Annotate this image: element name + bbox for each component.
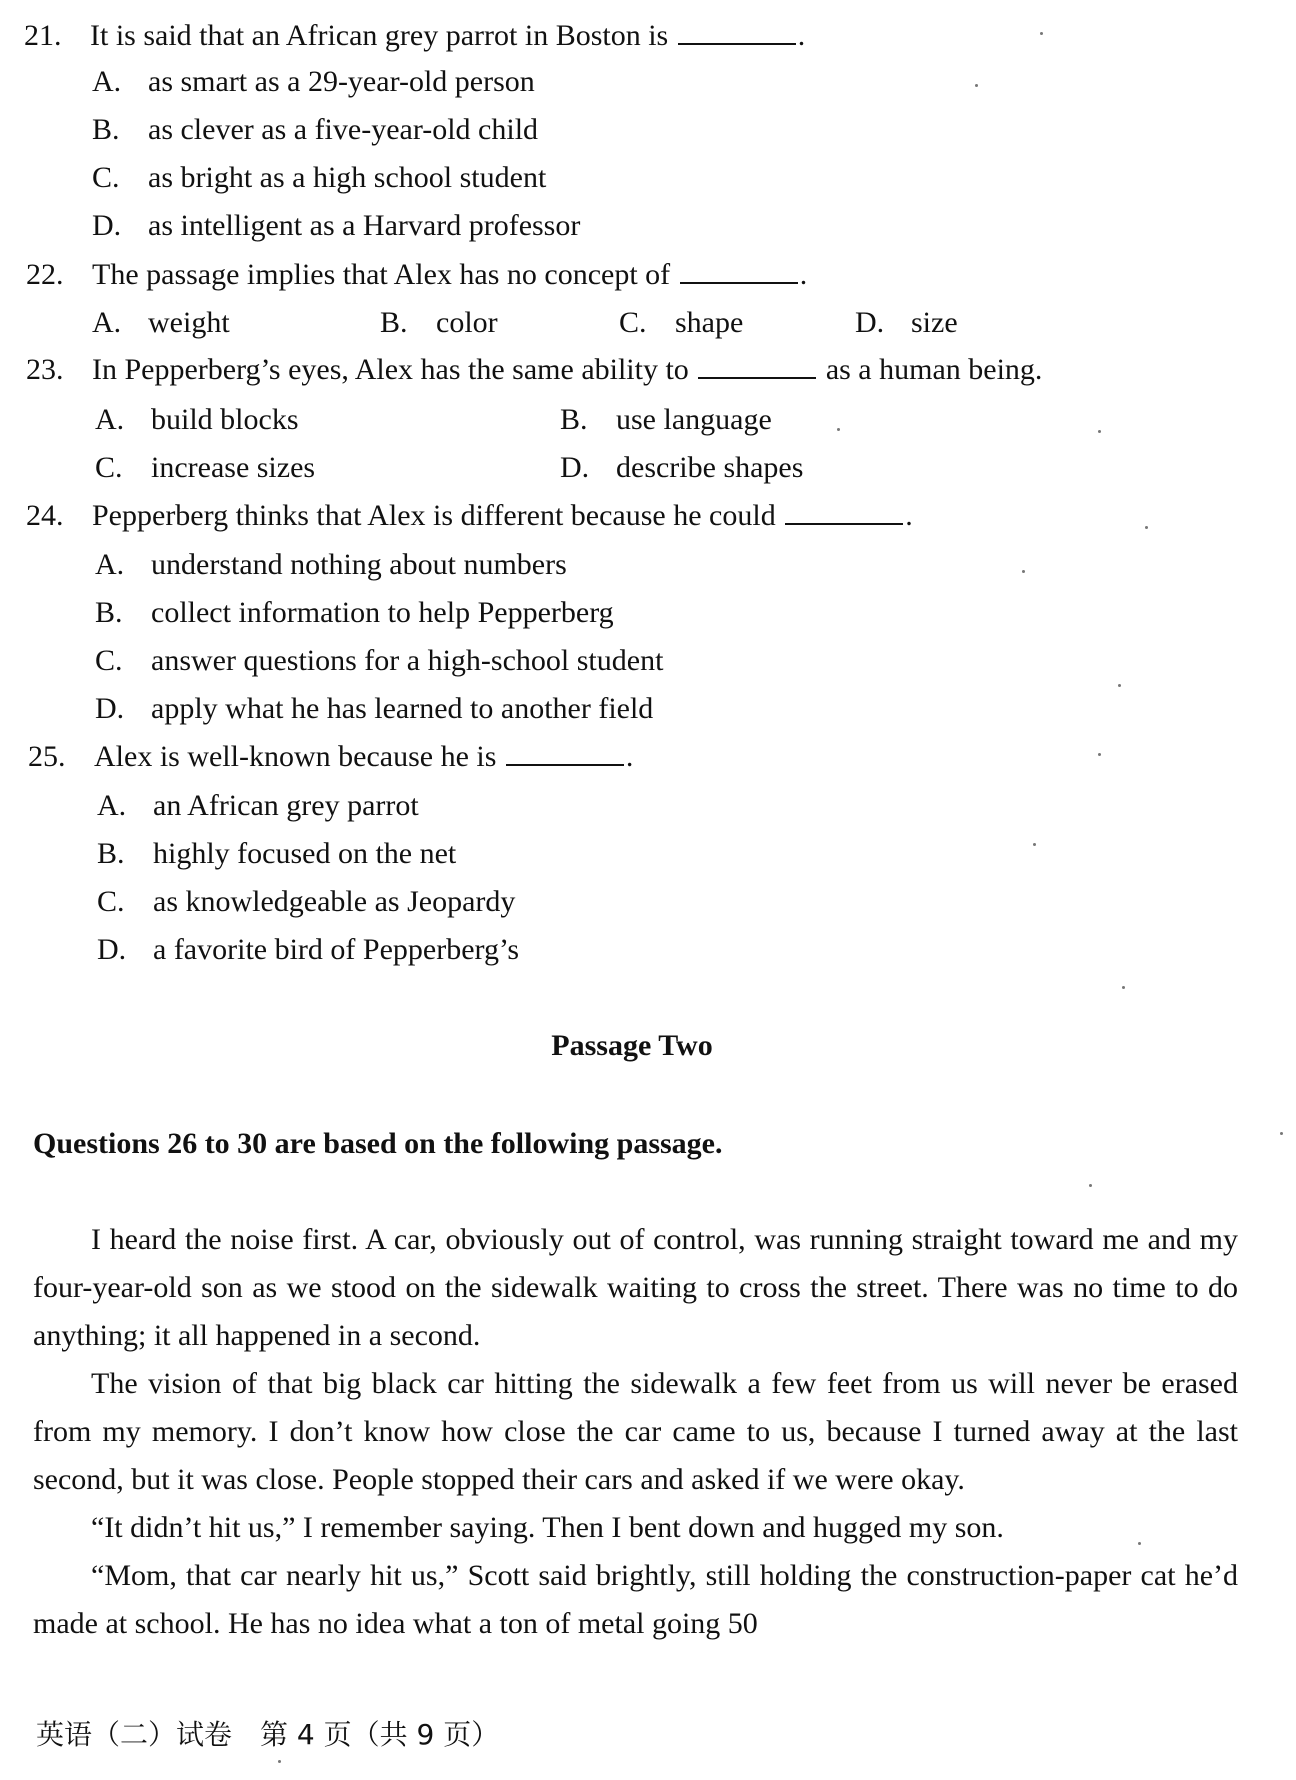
option-text: color [436, 306, 498, 339]
q24-option-b [95, 595, 614, 631]
scan-speck [1089, 1184, 1092, 1187]
answer-blank [785, 499, 903, 525]
question-number: 23. [26, 353, 64, 386]
question-21-stem [24, 18, 805, 54]
question-number: 22. [26, 258, 64, 291]
passage-instruction: Questions 26 to 30 are based on the following passage. [33, 1127, 723, 1160]
option-letter: A. [95, 403, 125, 436]
question-text: Pepperberg thinks that Alex is different because he could [92, 499, 776, 532]
option-text: size [911, 306, 958, 339]
paragraph-2: The vision of that big black car hitting the sidewalk a few feet from us will never be erased from my memory. I don’t know how close the car came to us, because I turned away at the last second, but it was close. People stopped their cars and asked if we were okay. [33, 1367, 1238, 1496]
question-25-stem [28, 739, 633, 775]
q24-option-d [95, 691, 653, 727]
option-letter: C. [97, 885, 125, 918]
option-text: an African grey parrot [153, 789, 419, 822]
passage-title: Passage Two [551, 1029, 713, 1062]
question-number: 21. [24, 19, 62, 52]
option-letter: A. [97, 789, 127, 822]
q23-option-c [95, 450, 315, 486]
option-text: collect information to help Pepperberg [151, 596, 614, 629]
scan-speck [975, 84, 978, 87]
option-letter: D. [95, 692, 125, 725]
q22-option-a [92, 305, 230, 341]
option-letter: D. [97, 933, 127, 966]
option-letter: A. [92, 306, 122, 339]
q25-option-a [97, 788, 419, 824]
option-letter: B. [97, 837, 125, 870]
option-text: weight [148, 306, 230, 339]
q21-option-a [92, 64, 535, 100]
scan-speck [1280, 1132, 1283, 1135]
q23-option-b [560, 402, 772, 438]
scan-speck [1145, 526, 1148, 529]
option-text: use language [616, 403, 772, 436]
option-letter: B. [380, 306, 408, 339]
answer-blank [680, 258, 798, 284]
scan-speck [1033, 843, 1036, 846]
question-22-stem [26, 257, 807, 293]
option-text: a favorite bird of Pepperberg’s [153, 933, 519, 966]
option-text: answer questions for a high-school student [151, 644, 664, 677]
page-footer: 英语（二）试卷 第 4 页（共 9 页） [36, 1718, 500, 1751]
q21-option-c [92, 160, 546, 196]
scan-speck [1022, 570, 1025, 573]
q24-option-c [95, 643, 663, 679]
option-text: apply what he has learned to another field [151, 692, 654, 725]
q25-option-c [97, 884, 515, 920]
question-end: . [797, 19, 806, 52]
question-number: 24. [26, 499, 64, 532]
option-letter: C. [619, 306, 647, 339]
option-text: build blocks [151, 403, 299, 436]
question-text: The passage implies that Alex has no concept of [92, 258, 671, 291]
option-text: as knowledgeable as Jeopardy [153, 885, 516, 918]
option-letter: D. [560, 451, 590, 484]
scan-speck [1098, 753, 1101, 756]
q22-option-b [380, 305, 498, 341]
scan-speck [1098, 430, 1101, 433]
option-letter: C. [95, 451, 123, 484]
option-letter: D. [92, 209, 122, 242]
question-end: . [625, 740, 634, 773]
question-end: as a human being. [825, 353, 1043, 386]
option-text: as intelligent as a Harvard professor [148, 209, 581, 242]
question-end: . [799, 258, 808, 291]
scan-speck [1040, 32, 1043, 35]
scan-speck [837, 428, 840, 431]
q23-option-a [95, 402, 299, 438]
q25-option-d [97, 932, 519, 968]
question-text: In Pepperberg’s eyes, Alex has the same ability to [92, 353, 689, 386]
q21-option-b [92, 112, 538, 148]
q21-option-d [92, 208, 580, 244]
question-23-stem [26, 352, 1042, 388]
option-text: as clever as a five-year-old child [148, 113, 539, 146]
question-number: 25. [28, 740, 66, 773]
scan-speck [278, 1760, 281, 1763]
option-text: shape [675, 306, 744, 339]
question-24-stem [26, 498, 913, 534]
paragraph-1: I heard the noise first. A car, obviously out of control, was running straight toward me and my four-year-old son as we stood on the sidewalk waiting to cross the street. There was no time to do anything; it all happened in a second. [33, 1223, 1238, 1352]
q25-option-b [97, 836, 456, 872]
option-letter: A. [92, 65, 122, 98]
scan-speck [1138, 1542, 1141, 1545]
option-letter: B. [95, 596, 123, 629]
option-letter: B. [92, 113, 120, 146]
answer-blank [698, 353, 816, 379]
q22-option-d [855, 305, 958, 341]
answer-blank [506, 740, 624, 766]
q23-options-row-1 [95, 402, 1095, 438]
q22-options-row [92, 305, 1192, 341]
q23-option-d [560, 450, 803, 486]
q22-option-c [619, 305, 743, 341]
option-letter: C. [95, 644, 123, 677]
option-letter: B. [560, 403, 588, 436]
option-text: understand nothing about numbers [151, 548, 567, 581]
answer-blank [678, 19, 796, 45]
option-letter: C. [92, 161, 120, 194]
question-text: It is said that an African grey parrot in Boston is [90, 19, 669, 52]
option-letter: A. [95, 548, 125, 581]
option-text: increase sizes [151, 451, 316, 484]
paragraph-3: “It didn’t hit us,” I remember saying. Then I bent down and hugged my son. [91, 1511, 1004, 1544]
scan-speck [1122, 986, 1125, 989]
option-text: as smart as a 29-year-old person [148, 65, 535, 98]
option-text: as bright as a high school student [148, 161, 547, 194]
q23-options-row-2 [95, 450, 1095, 486]
scan-speck [1118, 684, 1121, 687]
question-end: . [905, 499, 913, 532]
option-text: highly focused on the net [153, 837, 457, 870]
question-text: Alex is well-known because he is [94, 740, 497, 773]
option-text: describe shapes [616, 451, 804, 484]
paragraph-4: “Mom, that car nearly hit us,” Scott said brightly, still holding the construction-paper cat he’d made at school. He has no idea what a ton of metal going 50 [33, 1559, 1238, 1640]
option-letter: D. [855, 306, 885, 339]
passage-body [33, 1216, 1238, 1648]
q24-option-a [95, 547, 567, 583]
